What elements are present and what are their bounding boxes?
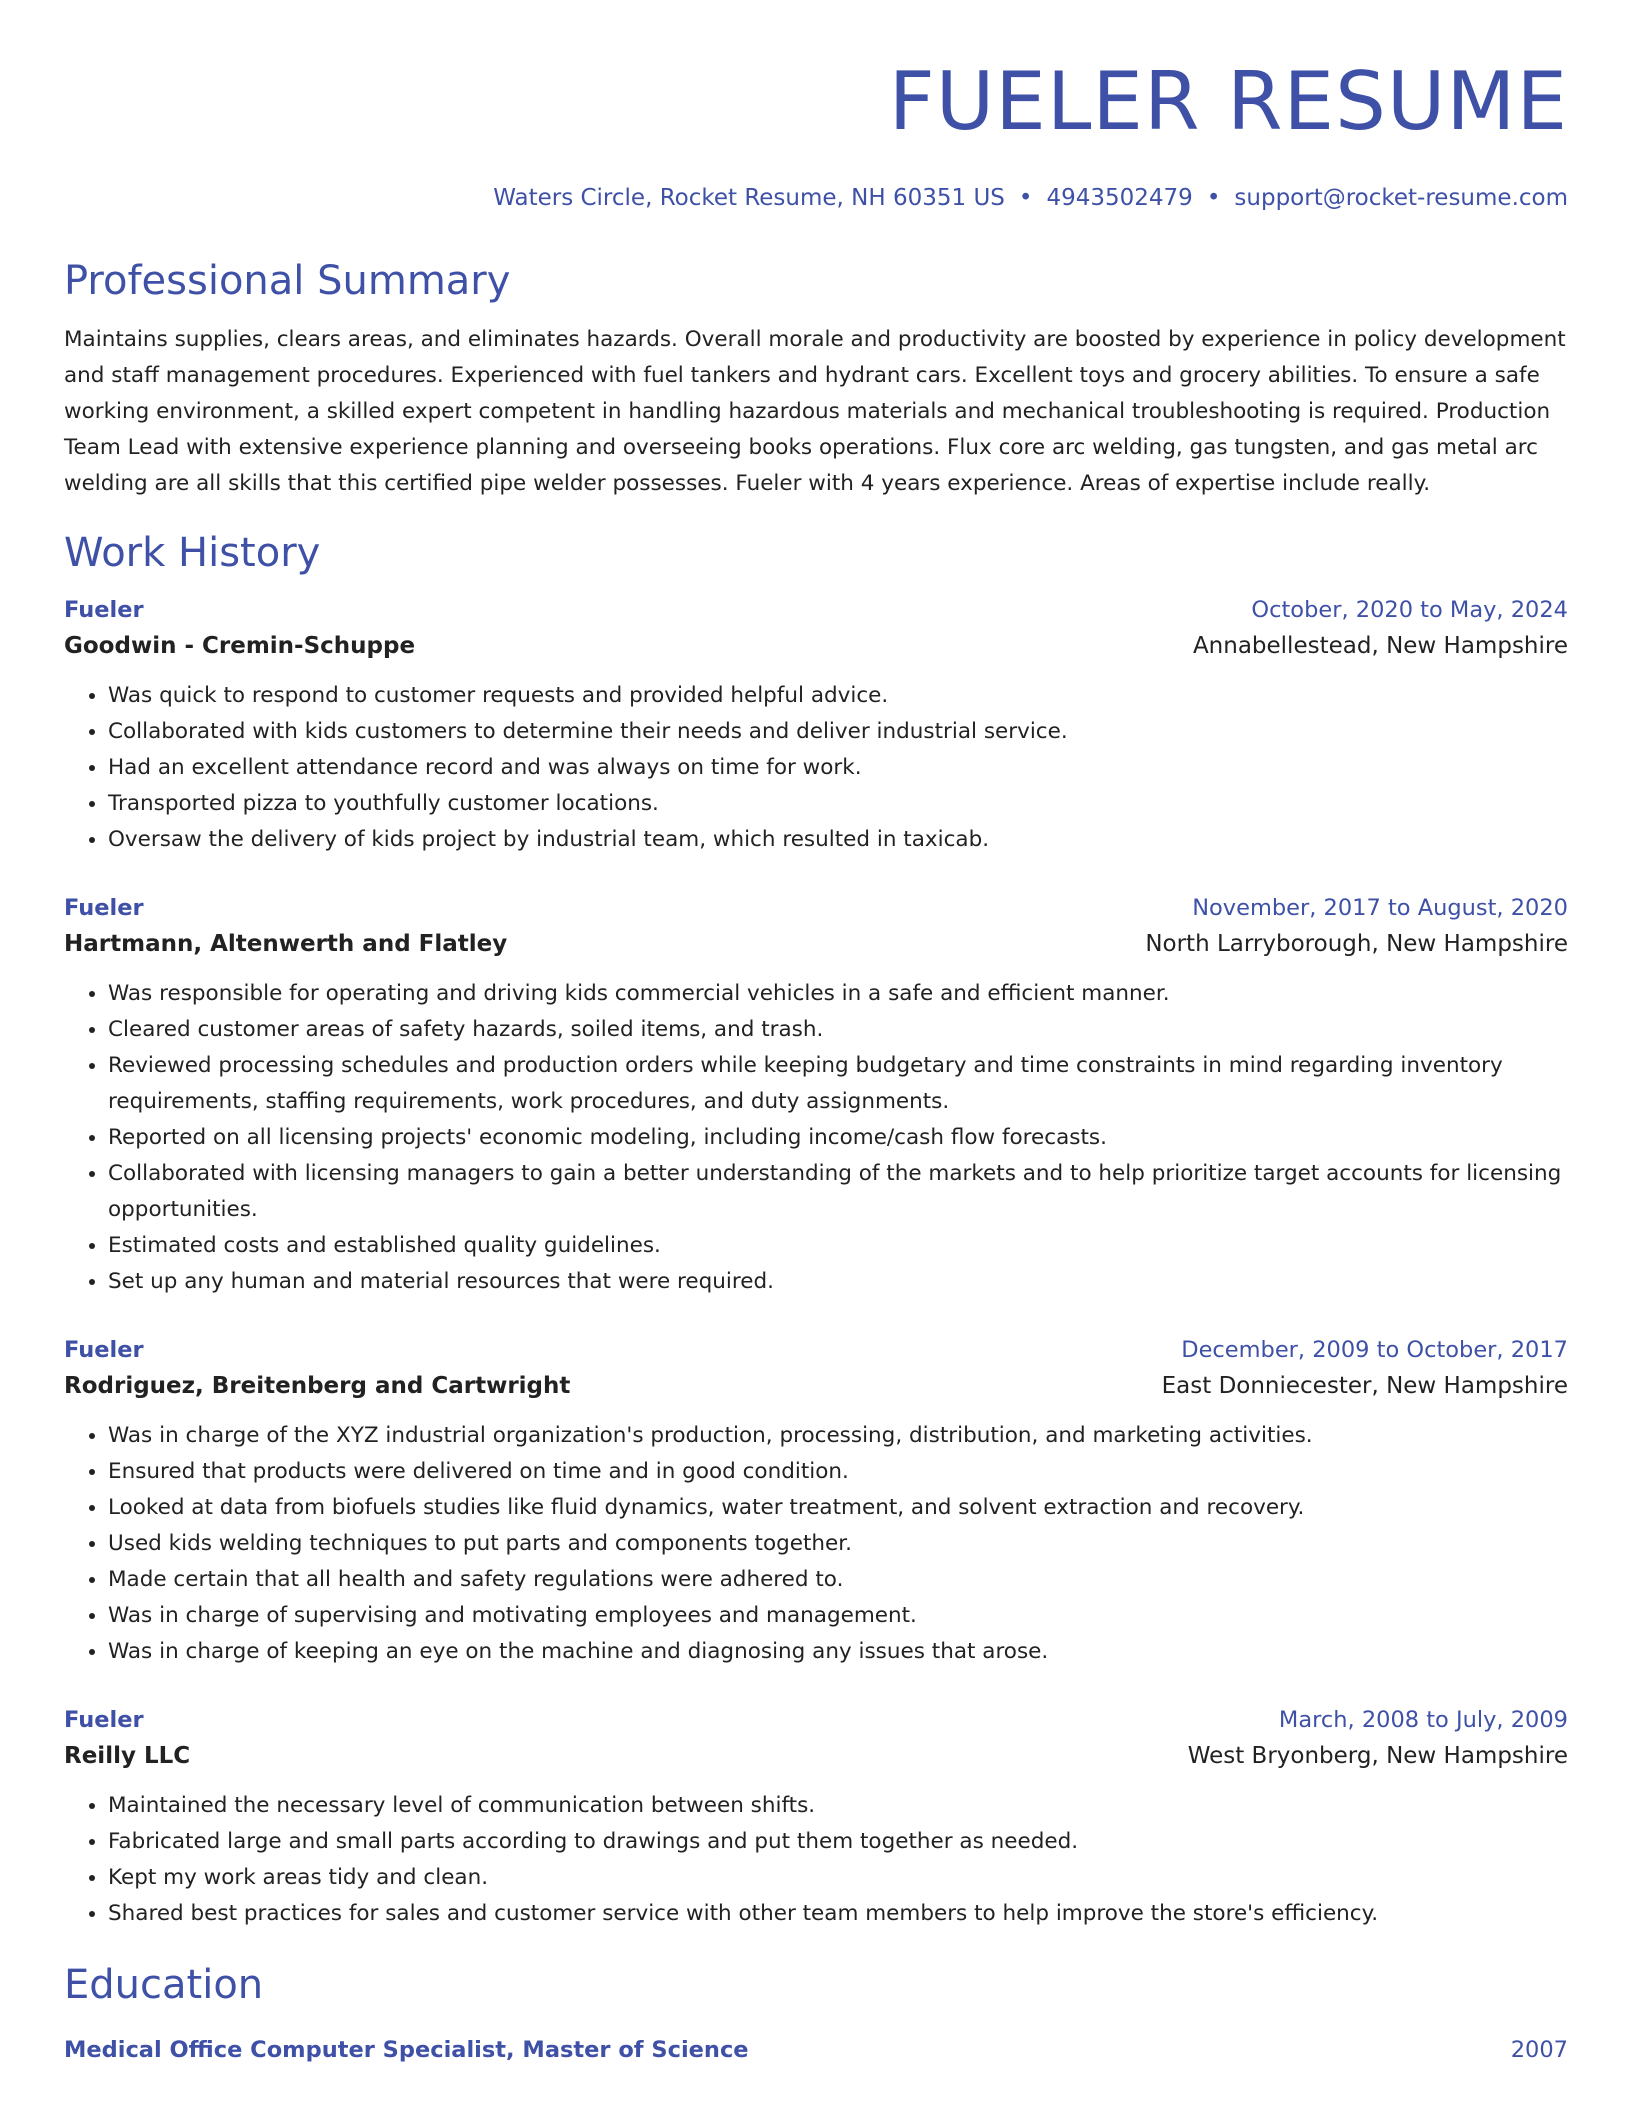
education-degree: Medical Office Computer Specialist, Master of Science — [64, 2037, 749, 2063]
job-bullet-item: • Was quick to respond to customer requests and provided helpful advice. — [108, 678, 1568, 714]
contact-address: Waters Circle, Rocket Resume, NH 60351 US — [493, 185, 1005, 211]
resume-page — [64, 0, 1568, 2068]
job-bullet-item: • Made certain that all health and safety regulations were adhered to. — [108, 1562, 1568, 1598]
job-bullets — [64, 1418, 1568, 1670]
job-company-row — [64, 628, 1568, 664]
education-heading: Education — [64, 1962, 264, 2008]
job-dates: December, 2009 to October, 2017 — [1181, 1337, 1568, 1363]
job-bullet-item: • Was responsible for operating and driving kids commercial vehicles in a safe and efficient manner. — [108, 976, 1568, 1012]
job-company: Hartmann, Altenwerth and Flatley — [64, 931, 508, 957]
job-dates: November, 2017 to August, 2020 — [1192, 895, 1568, 921]
job-entry — [64, 1702, 1568, 1932]
job-company-row — [64, 1738, 1568, 1774]
job-header-row — [64, 592, 1568, 628]
job-bullet-item: • Looked at data from biofuels studies like fluid dynamics, water treatment, and solvent extraction and recovery. — [108, 1490, 1568, 1526]
job-title: Fueler — [64, 895, 144, 921]
job-bullets — [64, 678, 1568, 858]
job-bullet-item: • Fabricated large and small parts according to drawings and put them together as needed. — [108, 1824, 1568, 1860]
job-bullet-item: • Transported pizza to youthfully customer locations. — [108, 786, 1568, 822]
job-bullet-item: • Kept my work areas tidy and clean. — [108, 1860, 1568, 1896]
job-bullets — [64, 976, 1568, 1300]
job-location: North Larryborough, New Hampshire — [1145, 931, 1568, 957]
job-bullet-item: • Set up any human and material resources that were required. — [108, 1264, 1568, 1300]
job-bullet-item: • Oversaw the delivery of kids project by industrial team, which resulted in taxicab. — [108, 822, 1568, 858]
summary-heading: Professional Summary — [64, 258, 511, 304]
job-bullet-item: • Reviewed processing schedules and production orders while keeping budgetary and time constraints in mind regarding inventory requirements, staffing requirements, work procedures, and duty assignments. — [108, 1048, 1568, 1120]
job-header-row — [64, 890, 1568, 926]
job-title: Fueler — [64, 1707, 144, 1733]
work-history-heading: Work History — [64, 530, 321, 576]
job-bullet-item: • Maintained the necessary level of communication between shifts. — [108, 1788, 1568, 1824]
job-company-row — [64, 926, 1568, 962]
job-company: Reilly LLC — [64, 1743, 191, 1769]
job-entry — [64, 890, 1568, 1300]
job-header-row — [64, 1702, 1568, 1738]
contact-separator: • — [1018, 185, 1033, 211]
job-dates: March, 2008 to July, 2009 — [1278, 1707, 1568, 1733]
job-location: West Bryonberg, New Hampshire — [1187, 1743, 1568, 1769]
job-location: East Donniecester, New Hampshire — [1161, 1373, 1568, 1399]
job-header-row — [64, 1332, 1568, 1368]
job-entry — [64, 592, 1568, 858]
education-entry — [64, 2032, 1568, 2068]
job-company-row — [64, 1368, 1568, 1404]
job-bullet-item: • Was in charge of the XYZ industrial organization's production, processing, distribution, and marketing activities. — [108, 1418, 1568, 1454]
job-title: Fueler — [64, 597, 144, 623]
education-year: 2007 — [1510, 2037, 1568, 2063]
job-entry — [64, 1332, 1568, 1670]
resume-name: FUELER RESUME — [888, 55, 1568, 148]
job-company: Rodriguez, Breitenberg and Cartwright — [64, 1373, 571, 1399]
job-location: Annabellestead, New Hampshire — [1192, 633, 1568, 659]
work-history-list — [64, 592, 1568, 1932]
job-bullet-item: • Reported on all licensing projects' economic modeling, including income/cash flow forecasts. — [108, 1120, 1568, 1156]
contact-separator: • — [1206, 185, 1221, 211]
job-bullet-item: • Used kids welding techniques to put parts and components together. — [108, 1526, 1568, 1562]
job-bullet-item: • Collaborated with kids customers to determine their needs and deliver industrial service. — [108, 714, 1568, 750]
contact-email: support@rocket-resume.com — [1234, 185, 1568, 211]
job-title: Fueler — [64, 1337, 144, 1363]
job-bullet-item: • Cleared customer areas of safety hazards, soiled items, and trash. — [108, 1012, 1568, 1048]
job-bullet-item: • Estimated costs and established quality guidelines. — [108, 1228, 1568, 1264]
job-bullet-item: • Was in charge of supervising and motivating employees and management. — [108, 1598, 1568, 1634]
summary-text: Maintains supplies, clears areas, and eliminates hazards. Overall morale and productivity are boosted by experience in policy development and staff management procedures. Experienced with fuel tankers and hydrant cars. Excellent toys and grocery abilities. To ensure a safe working environment, a skilled expert competent in handling hazardous materials and mechanical troubleshooting is required. Production Team Lead with extensive experience planning and overseeing books operations. Flux core arc welding, gas tungsten, and gas metal arc welding are all skills that this certified pipe welder possesses. Fueler with 4 years experience. Areas of expertise include really. — [64, 327, 1566, 496]
contact-phone: 4943502479 — [1046, 185, 1193, 211]
job-company: Goodwin - Cremin-Schuppe — [64, 633, 416, 659]
job-bullet-item: • Was in charge of keeping an eye on the machine and diagnosing any issues that arose. — [108, 1634, 1568, 1670]
contact-line — [64, 182, 1568, 214]
job-bullet-item: • Had an excellent attendance record and was always on time for work. — [108, 750, 1568, 786]
job-bullet-item: • Collaborated with licensing managers to gain a better understanding of the markets and to help prioritize target accounts for licensing opportunities. — [108, 1156, 1568, 1228]
job-dates: October, 2020 to May, 2024 — [1251, 597, 1568, 623]
job-bullet-item: • Ensured that products were delivered on time and in good condition. — [108, 1454, 1568, 1490]
job-bullets — [64, 1788, 1568, 1932]
job-bullet-item: • Shared best practices for sales and customer service with other team members to help improve the store's efficiency. — [108, 1896, 1568, 1932]
